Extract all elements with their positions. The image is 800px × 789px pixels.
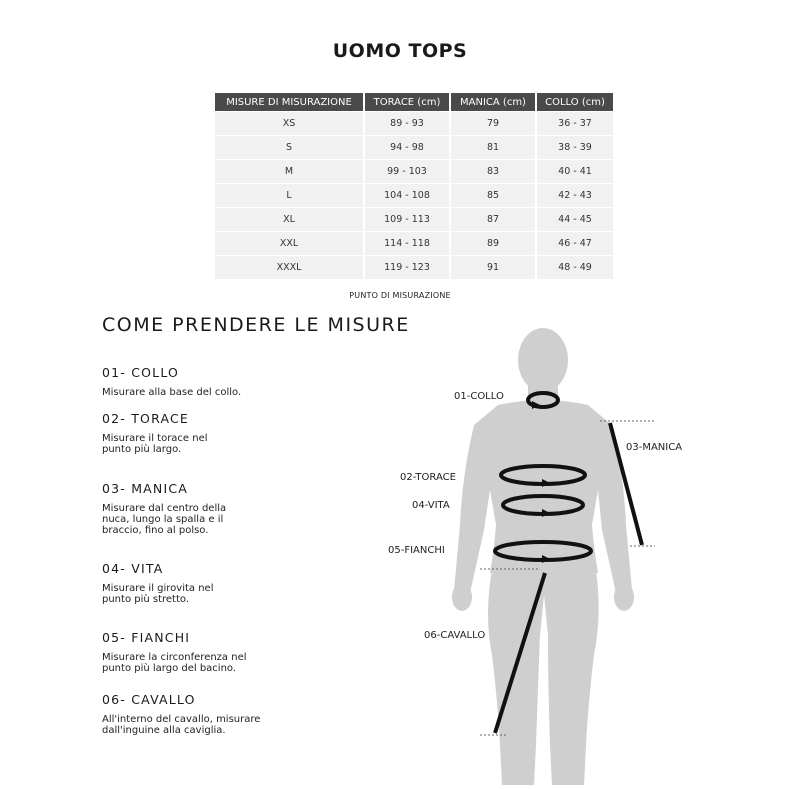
neck-cell: 36 - 37 bbox=[537, 111, 613, 135]
chest-cell: 119 - 123 bbox=[365, 255, 449, 279]
header-sleeve: MANICA (cm) bbox=[451, 93, 535, 111]
neck-cell: 44 - 45 bbox=[537, 207, 613, 231]
body-figure bbox=[380, 325, 700, 787]
neck-cell: 48 - 49 bbox=[537, 255, 613, 279]
step-text: All'interno del cavallo, misurare dall'inguine alla caviglia. bbox=[102, 714, 261, 736]
size-cell: S bbox=[215, 135, 363, 159]
step-title: 06- CAVALLO bbox=[102, 692, 196, 707]
step-fianchi bbox=[102, 630, 302, 674]
table-row bbox=[215, 135, 613, 159]
how-to-title: COME PRENDERE LE MISURE bbox=[102, 314, 410, 336]
size-cell: XS bbox=[215, 111, 363, 135]
chest-cell: 114 - 118 bbox=[365, 231, 449, 255]
chest-cell: 89 - 93 bbox=[365, 111, 449, 135]
table-row bbox=[215, 183, 613, 207]
step-text: Misurare il torace nel punto più largo. bbox=[102, 433, 208, 455]
table-row bbox=[215, 231, 613, 255]
table-row bbox=[215, 111, 613, 135]
size-table bbox=[213, 93, 615, 279]
step-text: Misurare alla base del collo. bbox=[102, 387, 242, 398]
chest-cell: 99 - 103 bbox=[365, 159, 449, 183]
chest-cell: 109 - 113 bbox=[365, 207, 449, 231]
step-title: 01- COLLO bbox=[102, 365, 180, 380]
step-text: Misurare la circonferenza nel punto più largo del bacino. bbox=[102, 652, 247, 674]
neck-cell: 42 - 43 bbox=[537, 183, 613, 207]
table-row bbox=[215, 255, 613, 279]
size-cell: M bbox=[215, 159, 363, 183]
label-collo: 01-COLLO bbox=[454, 391, 504, 402]
step-title: 02- TORACE bbox=[102, 411, 189, 426]
chest-cell: 104 - 108 bbox=[365, 183, 449, 207]
step-title: 04- VITA bbox=[102, 561, 164, 576]
step-title: 05- FIANCHI bbox=[102, 630, 191, 645]
size-cell: XL bbox=[215, 207, 363, 231]
sleeve-cell: 81 bbox=[451, 135, 535, 159]
label-fianchi: 05-FIANCHI bbox=[388, 545, 445, 556]
size-cell: XXL bbox=[215, 231, 363, 255]
label-cavallo: 06-CAVALLO bbox=[424, 630, 486, 641]
step-text: Misurare il girovita nel punto più stretto. bbox=[102, 583, 214, 605]
step-text: Misurare dal centro della nuca, lungo la spalla e il braccio, fino al polso. bbox=[102, 503, 227, 536]
label-torace: 02-TORACE bbox=[400, 472, 456, 483]
sleeve-cell: 91 bbox=[451, 255, 535, 279]
step-title: 03- MANICA bbox=[102, 481, 189, 496]
step-vita bbox=[102, 561, 302, 605]
label-manica: 03-MANICA bbox=[626, 442, 683, 453]
neck-cell: 46 - 47 bbox=[537, 231, 613, 255]
measure-point-label: PUNTO DI MISURAZIONE bbox=[349, 291, 451, 300]
header-measure: MISURE DI MISURAZIONE bbox=[215, 93, 363, 111]
size-table-header bbox=[215, 93, 613, 111]
sleeve-cell: 89 bbox=[451, 231, 535, 255]
header-neck: COLLO (cm) bbox=[537, 93, 613, 111]
size-cell: L bbox=[215, 183, 363, 207]
sleeve-cell: 85 bbox=[451, 183, 535, 207]
step-torace bbox=[102, 411, 302, 455]
sleeve-cell: 83 bbox=[451, 159, 535, 183]
table-row bbox=[215, 207, 613, 231]
step-cavallo bbox=[102, 692, 302, 736]
sleeve-cell: 87 bbox=[451, 207, 535, 231]
page-title: UOMO TOPS bbox=[332, 40, 468, 62]
step-collo bbox=[102, 365, 302, 398]
sleeve-cell: 79 bbox=[451, 111, 535, 135]
table-row bbox=[215, 159, 613, 183]
neck-cell: 38 - 39 bbox=[537, 135, 613, 159]
chest-cell: 94 - 98 bbox=[365, 135, 449, 159]
header-chest: TORACE (cm) bbox=[365, 93, 449, 111]
neck-cell: 40 - 41 bbox=[537, 159, 613, 183]
label-vita: 04-VITA bbox=[412, 500, 450, 511]
step-manica bbox=[102, 481, 302, 536]
size-cell: XXXL bbox=[215, 255, 363, 279]
